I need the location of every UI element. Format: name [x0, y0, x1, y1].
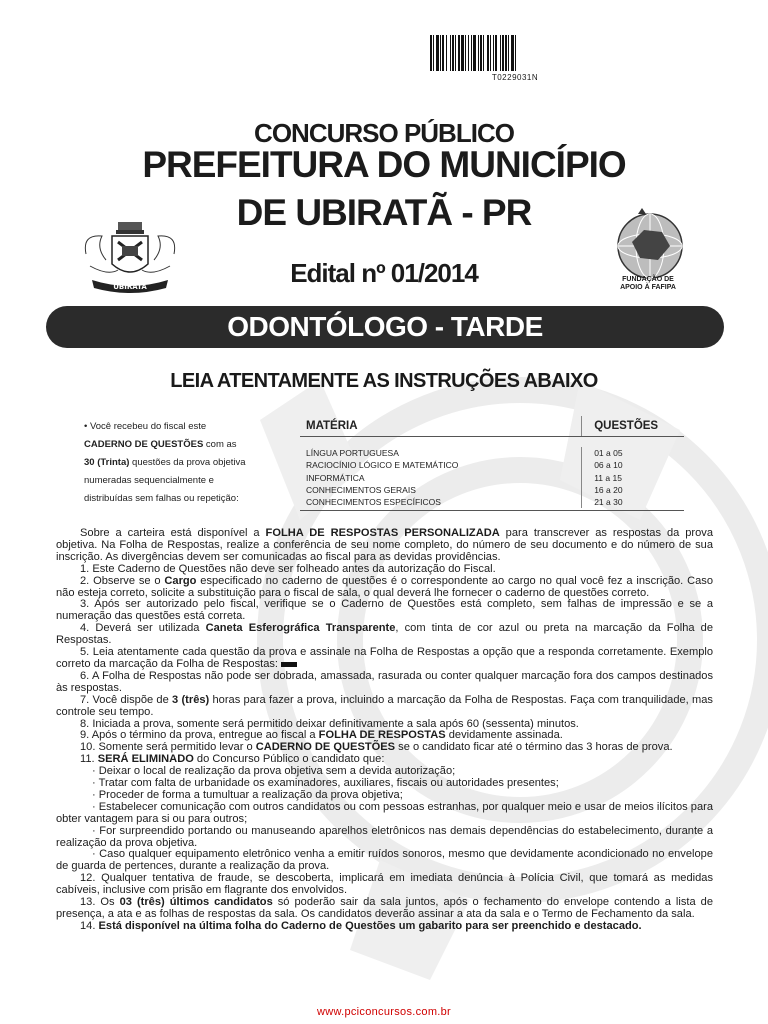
range-cell: 06 a 10: [581, 459, 684, 471]
instruction-3: 3. Após ser autorizado pelo fiscal, verifique se o Caderno de Questões está completo, sem falhas de impressão e se a numeração das questões está correta.: [56, 598, 713, 623]
range-cell: 21 a 30: [581, 496, 684, 508]
edital-number: Edital nº 01/2014: [290, 258, 478, 288]
notice-line-5: distribuídas sem falhas ou repetição:: [84, 493, 239, 504]
foundation-line-1: FUNDAÇÃO DE: [622, 276, 674, 283]
column-header-questions: QUESTÕES: [581, 416, 684, 436]
barcode-number: T0229031N: [491, 73, 539, 82]
subject-cell: CONHECIMENTOS GERAIS: [306, 484, 416, 495]
booklet-notice: [84, 418, 280, 508]
header-line-2: PREFEITURA DO MUNICÍPIO: [142, 144, 626, 185]
instruction-1: 1. Este Caderno de Questões não deve ser folheado antes da autorização do Fiscal.: [80, 562, 496, 575]
instruction-7: 7. Você dispõe de 3 (três) horas para fazer a prova, incluindo a marcação da Folha de Respostas. Faça com tranquilidade, mas controle seu tempo.: [56, 693, 713, 718]
header-line-1: CONCURSO PÚBLICO: [254, 118, 514, 148]
elimination-item: · Caso qualquer equipamento eletrônico venha a emitir ruídos sonoros, mesmo que devidamente acondicionado no envelope de guarda de pertences, durante a realização da prova.: [56, 848, 713, 873]
instructions-body: [56, 528, 713, 933]
instruction-2: 2. Observe se o Cargo especificado no caderno de questões é o correspondente ao cargo no qual você fez a inscrição. Caso não esteja correto, solicite a substituição para o fiscal de sala, o qual deverá lhe fornecer o caderno de questões correto.: [56, 574, 713, 599]
instruction-intro: Sobre a carteira está disponível a FOLHA DE RESPOSTAS PERSONALIZADA para transcrever as respostas da prova objetiva. Na Folha de Respostas, realize a conferência de seu nome completo, do número de seu documento e do número de sua inscrição. As divergências devem ser comunicadas ao fiscal para as devidas providências.: [56, 527, 714, 563]
foundation-line-2: APOIO À FAFIPA: [620, 284, 676, 291]
instruction-10: 10. Somente será permitido levar o CADERNO DE QUESTÕES se o candidato ficar até o término das 3 horas de prova.: [80, 741, 673, 754]
instruction-13: 13. Os 03 (três) últimos candidatos só poderão sair da sala juntos, após o fechamento do envelope contendo a lista de presença, a ata e as folhas de respostas da sala. Os candidatos deverão assinar a ata da sala e o Termo de Fechamento da sala.: [56, 896, 714, 920]
subjects-table: [300, 416, 684, 511]
instruction-4: 4. Deverá ser utilizada Caneta Esferográfica Transparente, com tinta de cor azul ou preta na marcação da Folha de Respostas.: [56, 622, 713, 647]
table-row: [300, 484, 684, 496]
elimination-item: · For surpreendido portando ou manuseando aparelhos eletrônicos nas demais dependências do estabelecimento, durante a realização da prova objetiva.: [56, 824, 713, 849]
instruction-12: 12. Qualquer tentativa de fraude, se descoberta, implicará em imediata denúncia à Polícia Civil, que tomará as medidas cabíveis, inclusive com prisão em flagrante dos envolvidos.: [56, 872, 713, 897]
instruction-14: 14. Está disponível na última folha do Caderno de Questões um gabarito para ser preenchido e destacado.: [80, 919, 642, 932]
table-row: [300, 447, 684, 459]
subject-cell: CONHECIMENTOS ESPECÍFICOS: [306, 497, 441, 508]
instruction-6: 6. A Folha de Respostas não pode ser dobrada, amassada, rasurada ou conter qualquer marcação fora dos campos destinados às respostas.: [56, 669, 713, 694]
position-banner: ODONTÓLOGO - TARDE: [46, 306, 724, 348]
subject-cell: INFORMÁTICA: [306, 472, 365, 483]
seal-label: UBIRATÃ: [113, 283, 147, 291]
instruction-5: 5. Leia atentamente cada questão da prova e assinale na Folha de Respostas a opção que a responda corretamente. Exemplo correto da marcação da Folha de Respostas:: [56, 646, 713, 670]
instruction-8: 8. Iniciada a prova, somente será permitido deixar definitivamente a sala após 60 (sessenta) minutos.: [80, 717, 579, 730]
notice-line-3: 30 (Trinta) questões da prova objetiva: [84, 457, 246, 468]
instructions-heading: LEIA ATENTAMENTE AS INSTRUÇÕES ABAIXO: [170, 370, 598, 392]
table-header: [300, 416, 684, 437]
notice-line-4: numeradas sequencialmente e: [84, 475, 214, 486]
range-cell: 16 a 20: [581, 484, 684, 496]
range-cell: 11 a 15: [581, 472, 684, 484]
foundation-name: [598, 276, 698, 292]
table-row: [300, 496, 684, 508]
table-body: [300, 437, 684, 511]
municipal-coat-of-arms-icon: [78, 214, 182, 298]
table-row: [300, 459, 684, 471]
barcode: [430, 35, 600, 71]
elimination-item: · Estabelecer comunicação com outros candidatos ou com pessoas estranhas, por qualquer meio e usar de meios ilícitos para obter vantagem para si ou para outros;: [56, 800, 713, 825]
elimination-item: · Tratar com falta de urbanidade os examinadores, auxiliares, fiscais ou autoridades presentes;: [92, 777, 559, 790]
instruction-11: 11. SERÁ ELIMINADO do Concurso Público o candidato que:: [80, 753, 385, 766]
answer-mark-example: [281, 662, 297, 667]
subject-cell: RACIOCÍNIO LÓGICO E MATEMÁTICO: [306, 460, 459, 471]
range-cell: 01 a 05: [581, 447, 684, 459]
notice-line-2: CADERNO DE QUESTÕES com as: [84, 439, 237, 450]
subject-cell: LÍNGUA PORTUGUESA: [306, 448, 399, 458]
elimination-item: · Deixar o local de realização da prova objetiva sem a devida autorização;: [92, 765, 456, 778]
notice-line-1: • Você recebeu do fiscal este: [84, 421, 207, 432]
instruction-9: 9. Após o término da prova, entregue ao fiscal a FOLHA DE RESPOSTAS devidamente assinada.: [80, 729, 563, 742]
header-line-3: DE UBIRATÃ - PR: [236, 192, 532, 233]
table-row: [300, 472, 684, 484]
footer-url: www.pciconcursos.com.br: [316, 1006, 452, 1018]
column-header-subject: MATÉRIA: [306, 420, 358, 432]
elimination-item: · Proceder de forma a tumultuar a realização da prova objetiva;: [92, 788, 403, 801]
